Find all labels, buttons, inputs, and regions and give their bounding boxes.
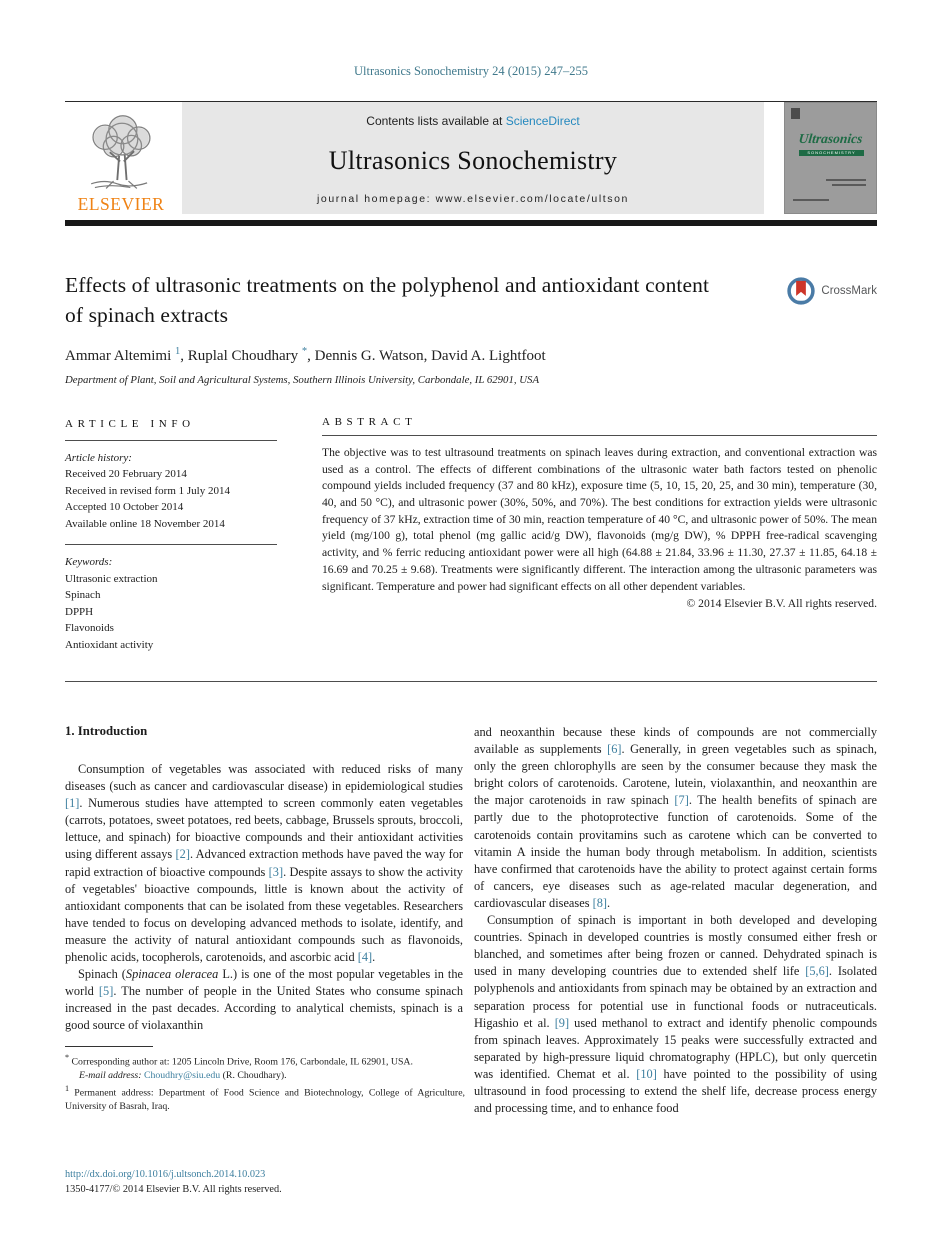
- divider: [65, 440, 277, 441]
- banner-center-panel: [182, 102, 764, 214]
- keyword-item: Spinach: [65, 589, 101, 601]
- history-item: Received in revised form 1 July 2014: [65, 484, 230, 497]
- journal-cover-thumbnail[interactable]: [784, 102, 877, 214]
- abstract-heading: ABSTRACT: [322, 416, 417, 428]
- journal-banner: [65, 101, 877, 214]
- paragraph: Spinach (Spinacea oleracea L.) is one of the most popular vegetables in the world [5]. The number of people in the United States who consume spinach increased in the past decades. According to analytical chemists, spinach is a good source of violaxanthin: [65, 967, 463, 1033]
- abstract-copyright: © 2014 Elsevier B.V. All rights reserved.: [686, 597, 877, 611]
- history-item: Available online 18 November 2014: [65, 517, 225, 530]
- article-info-column: [65, 416, 277, 655]
- footnote-text: Corresponding author at: 1205 Lincoln Drive, Room 176, Carbondale, IL 62901, USA.: [69, 1056, 413, 1068]
- banner-divider-bar: [65, 220, 877, 226]
- section-divider: [65, 681, 877, 682]
- authors-line: Ammar Altemimi $^1$, Ruplal Choudhary *, Dennis G. Watson, David A. Lightfoot: [65, 346, 546, 364]
- elsevier-logo[interactable]: [65, 102, 181, 214]
- elsevier-wordmark: ELSEVIER: [77, 193, 165, 214]
- rights-line: 1350-4177/© 2014 Elsevier B.V. All rights reserved.: [65, 1183, 282, 1195]
- history-item: Accepted 10 October 2014: [65, 501, 184, 513]
- abstract-text: The objective was to test ultrasound treatments on spinach leaves during extraction, and conventional extraction was used as a control. The effects of different combinations of the ultrasonic water bath factors tested on phenolic compound yields included frequency (37 and 80 kHz), exposure time (5, 10, 15, 20, 25, and 30 min), temperature (30, 40, and 50 °C), and ultrasonic power (30%, 50%, and 70%). The best conditions for extraction yields were ultrasonic frequency of 37 kHz, extraction time of 30 min, reaction temperature of 40 °C, and ultrasonic power of 50%. The mean yield (mg/100 g), total phenol (mg gallic acid/g DW), flavonoids (mg/g DW), % DPPH free-radical scavenging activity, and % ferric reducing antioxidant power were all high (64.88 ± 21.84, 33.96 ± 11.30, 27.37 ± 11.85, 64.18 ± 16.69 and 70.25 ± 9.68). Treatments were significantly different. The interaction among the ultrasonic parameters was significant. Temperature and power had significant effects on all other dependent variables.: [322, 446, 877, 593]
- footnotes: [65, 1046, 465, 1113]
- footnote-email[interactable]: E-mail address: Choudhry@siu.edu (R. Choudhary).: [79, 1069, 287, 1081]
- keyword-item: DPPH: [65, 605, 94, 618]
- divider: [322, 435, 877, 436]
- history-item: Received 20 February 2014: [65, 468, 187, 480]
- journal-homepage-link[interactable]: journal homepage: www.elsevier.com/locate/ultson: [316, 193, 629, 205]
- keywords-label: Keywords:: [65, 556, 113, 568]
- doi-link[interactable]: http://dx.doi.org/10.1016/j.ultsonch.2014.10.023: [65, 1169, 266, 1180]
- affiliation: Department of Plant, Soil and Agricultural Systems, Southern Illinois University, Carbondale, IL 62901, USA: [65, 374, 540, 386]
- footnote-divider: [65, 1046, 153, 1047]
- cover-decor-line: [832, 184, 866, 186]
- paragraph: and neoxanthin because these kinds of compounds are not commercially available as supplements [6]. Generally, in green vegetables such as spinach, only the green chlorophylls are seen by the consumer because they mask the bright colors of carotenoids. Carotene, lutein, violaxanthin, and neoxanthin are the major carotenoids in raw spinach [7]. The health benefits of spinach are partly due to the photoprotective function of carotenoids. Some of the carotenoids contain provitamins such as carotene which can be converted to vitamin A inside the human body through metabolism. In addition, scientists have confirmed that carotenoids have the ability to protect against certain forms of cancers, eye diseases such as age-related macular degeneration, and cardiovascular diseases [8].: [474, 725, 877, 910]
- history-label: Article history:: [65, 451, 132, 464]
- cover-publisher-mark: [791, 108, 800, 119]
- contents-line: [366, 114, 579, 128]
- keyword-item: Ultrasonic extraction: [65, 572, 158, 585]
- paragraph: Consumption of spinach is important in both developed and developing countries. Spinach in developed countries is mostly consumed either fresh or blanched, and sometimes after being frozen or canned. Dehydrated spinach is used in many developing countries due to extended shelf life [5,6]. Isolated polyphenols and antioxidants from spinach may be obtained by an extraction and separation process for potential use in functional foods or nutraceuticals. Higashio et al. [9] used methanol to extract and identify phenolic compounds from spinach leaves. Approximately 15 peaks were successfully extracted and separated by high-pressure liquid chromatography (HPLC), but only quercetin was identified. Chemat et al. [10] have pointed to the possibility of using ultrasound in food processing to extend the shelf life, decrease process energy and processing time, and to enhance food: [474, 913, 878, 1116]
- elsevier-tree-icon: [74, 113, 168, 195]
- body-right-column: [474, 724, 877, 1117]
- section-heading-introduction: 1. Introduction: [65, 724, 148, 738]
- footnote-number-mark: 1: [65, 1083, 70, 1093]
- cover-title: Ultrasonics: [797, 131, 864, 146]
- cover-decor-line: [826, 179, 866, 181]
- keyword-item: Antioxidant activity: [65, 638, 154, 651]
- abstract-column: [322, 416, 877, 655]
- page-content: [65, 0, 877, 1117]
- sciencedirect-link[interactable]: ScienceDirect: [505, 114, 580, 128]
- crossmark-icon: [786, 276, 816, 306]
- crossmark-label: CrossMark: [821, 285, 877, 297]
- crossmark-badge[interactable]: [786, 276, 877, 306]
- journal-citation-line: Ultrasonics Sonochemistry 24 (2015) 247–255: [353, 64, 588, 78]
- contents-prefix: Contents lists available at: [366, 114, 506, 128]
- journal-title: Ultrasonics Sonochemistry: [328, 145, 618, 175]
- article-info-heading: ARTICLE INFO: [65, 418, 195, 430]
- paragraph: Consumption of vegetables was associated with reduced risks of many diseases (such as cancer and cardiovascular disease) in epidemiological studies [1]. Numerous studies have attempted to screen commonly eaten vegetables (carrots, potatoes, sweet potatoes, red beets, cabbage, Brussels sprouts, broccoli, lettuce, and spinach) for bioactive compounds and their antioxidant activities using different assays [2]. Advanced extraction methods have paved the way for rapid extraction of bioactive compounds [3]. Despite assays to show the activity of vegetables' bioactive compounds, little is known about the activity of antioxidant components that can be isolated from these vegetables. Researchers have tended to focus on developing advanced methods to isolate, identify, and measure the activity of natural antioxidant compounds such as flavonoids, phenolic acids, tocopherols, carotenoids, and ascorbic acid [4].: [65, 762, 463, 965]
- cover-decor-line: [793, 199, 829, 201]
- asterisk-mark: *: [65, 1053, 70, 1062]
- page-footer: [65, 1168, 282, 1198]
- footnote-corresponding-author: [65, 1052, 465, 1069]
- footnote-text: Permanent address: Department of Food Science and Biotechnology, College of Agriculture, University of Basrah, Iraq.: [65, 1086, 465, 1112]
- footnote-permanent-address: [65, 1083, 465, 1114]
- cover-subtitle: SONOCHEMISTRY: [799, 150, 864, 156]
- divider: [65, 544, 277, 545]
- paper-title: Effects of ultrasonic treatments on the polyphenol and antioxidant content of spinach extracts: [65, 273, 710, 327]
- keyword-item: Flavonoids: [65, 622, 114, 634]
